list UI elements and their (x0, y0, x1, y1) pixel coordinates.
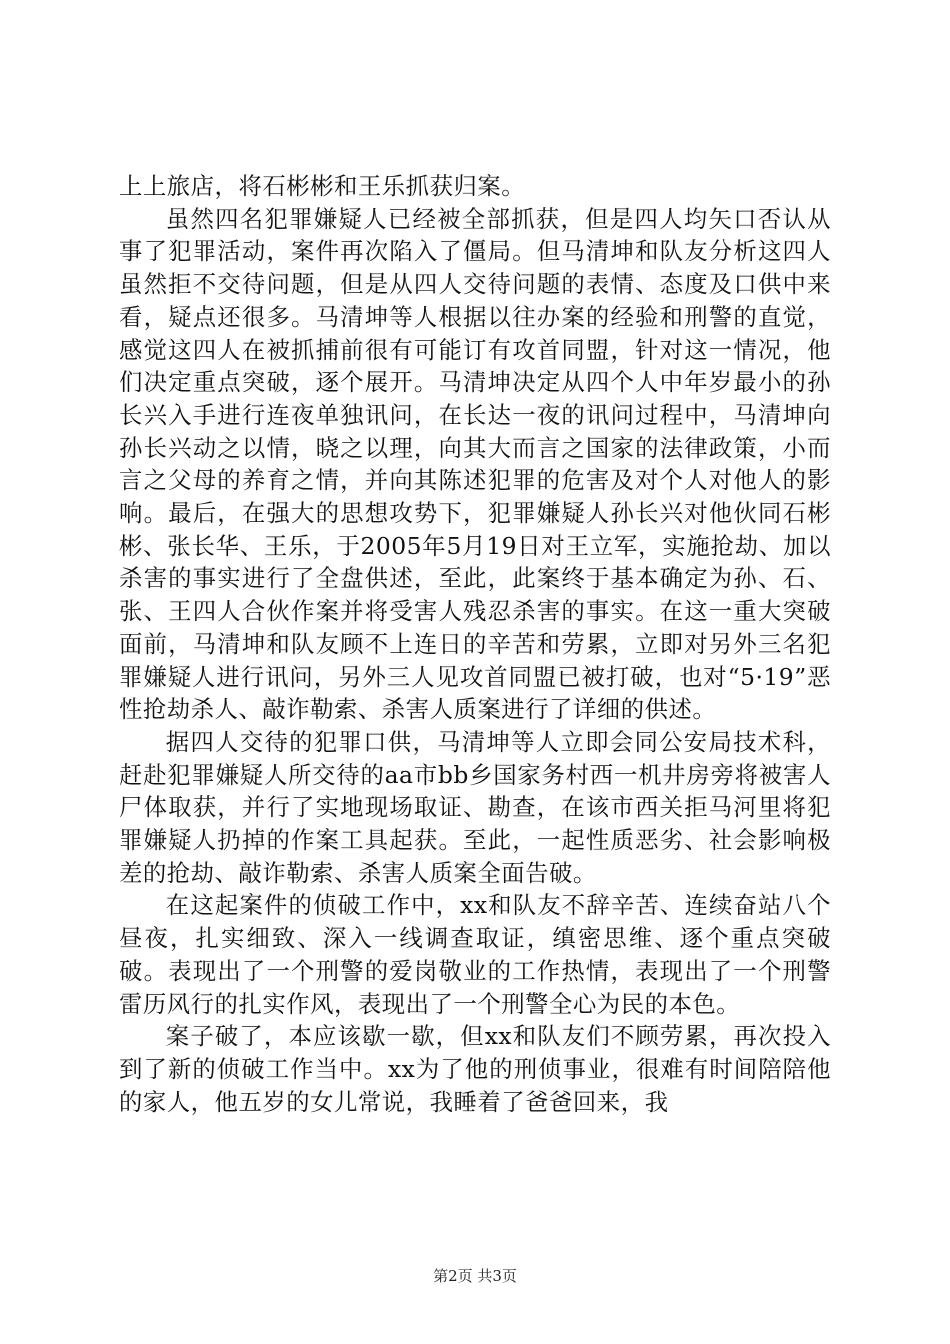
paragraph-continuation: 上上旅店，将石彬彬和王乐抓获归案。 (119, 172, 526, 200)
document-body (119, 170, 831, 1118)
paragraph-evidence: 据四人交待的犯罪口供，马清坤等人立即会同公安局技术科，赶赴犯罪嫌疑人所交待的aa市bb乡国家务村西一机井房旁将被害人尸体取获，并行了实地现场取证、勘查，在该市西关拒马河里将犯罪嫌疑人扔掉的作案工具起获。至此，一起性质恶劣、社会影响极差的抢劫、敲诈勒索、杀害人质案全面告破。 (119, 727, 831, 887)
paragraph-interrogation: 虽然四名犯罪嫌疑人已经被全部抓获，但是四人均矢口否认从事了犯罪活动，案件再次陷入了僵局。但马清坤和队友分析这四人虽然拒不交待问题，但是从四人交待问题的表情、态度及口供中来看，疑点还很多。马清坤等人根据以往办案的经验和刑警的直觉，感觉这四人在被抓捕前很有可能订有攻首同盟，针对这一情况，他们决定重点突破，逐个展开。马清坤决定从四个人中年岁最小的孙长兴入手进行连夜单独讯问，在长达一夜的讯问过程中，马清坤向孙长兴动之以情，晓之以理，向其大而言之国家的法律政策，小而言之父母的养育之情，并向其陈述犯罪的危害及对个人对他人的影响。最后，在强大的思想攻势下，犯罪嫌疑人孙长兴对他伙同石彬彬、张长华、王乐，于2005年5月19日对王立军，实施抢劫、加以杀害的事实进行了全盘供述，至此，此案终于基本确定为孙、石、张、王四人合伙作案并将受害人残忍杀害的事实。在这一重大突破面前，马清坤和队友顾不上连日的辛苦和劳累，立即对另外三名犯罪嫌疑人进行讯问，另外三人见攻首同盟已被打破，也对“5·19”恶性抢劫杀人、敲诈勒索、杀害人质案进行了详细的供述。 (119, 204, 831, 724)
paragraph-family: 案子破了，本应该歇一歇，但xx和队友们不顾劳累，再次投入到了新的侦破工作当中。xx为了他的刑侦事业，很难有时间陪陪他的家人，他五岁的女儿常说，我睡着了爸爸回来，我 (119, 1022, 831, 1116)
paragraph-summary: 在这起案件的侦破工作中，xx和队友不辞辛苦、连续奋站八个昼夜，扎实细致、深入一线调查取证，缜密思维、逐个重点突破破。表现出了一个刑警的爱岗敬业的工作热情，表现出了一个刑警雷历风行的扎实作风，表现出了一个刑警全心为民的本色。 (119, 891, 831, 1018)
page-number-footer: 第2页 共3页 (433, 1267, 517, 1285)
